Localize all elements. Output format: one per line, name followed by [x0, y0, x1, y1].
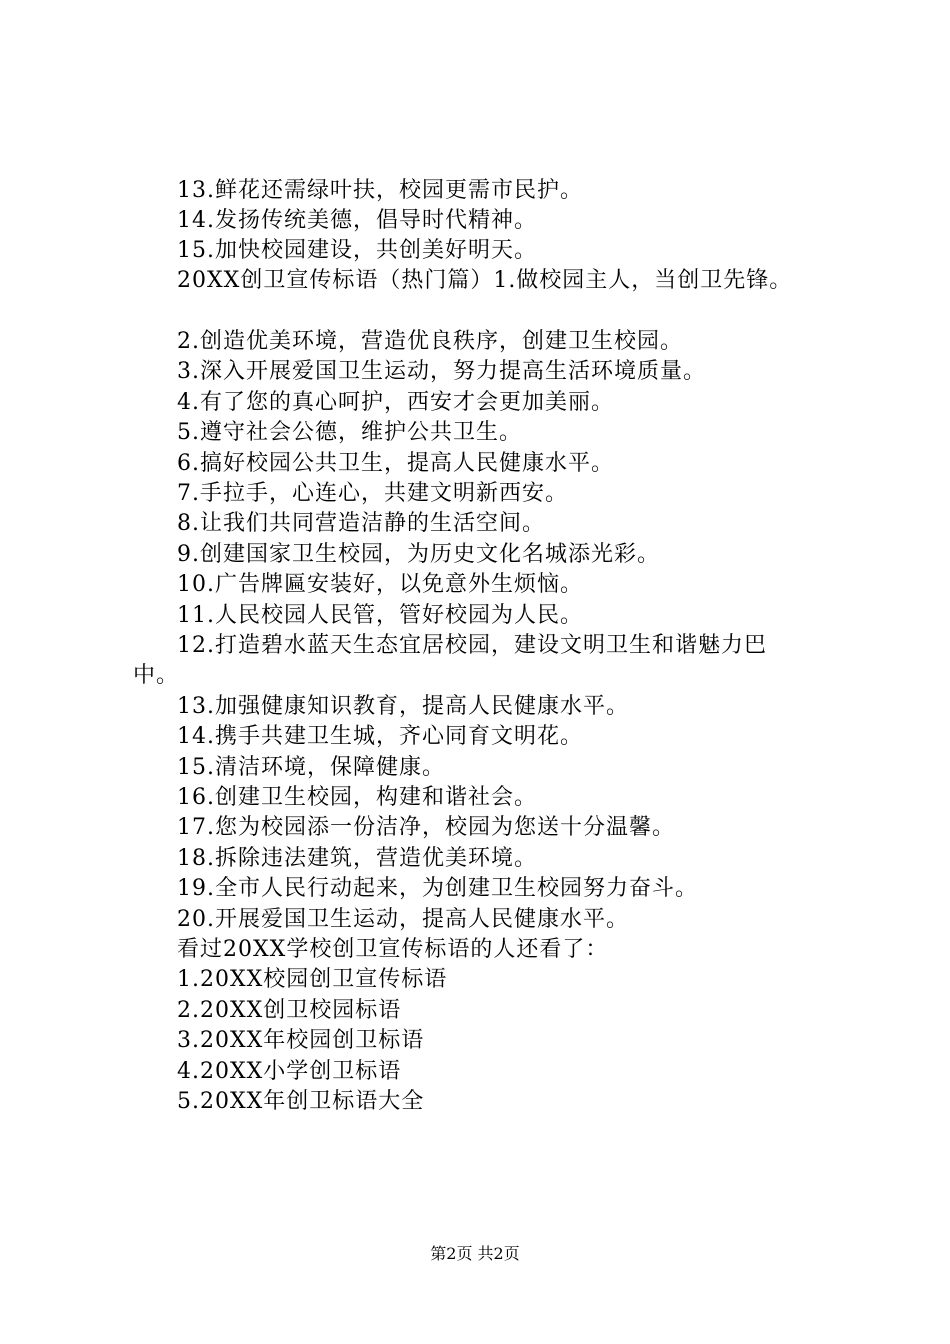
text-line: 4.20XX小学创卫标语	[177, 1059, 402, 1084]
text-line: 17.您为校园添一份洁净，校园为您送十分温馨。	[177, 815, 675, 840]
text-line: 中。	[133, 663, 180, 688]
text-line: 13.鲜花还需绿叶扶，校园更需市民护。	[177, 178, 583, 203]
text-line: 20XX创卫宣传标语（热门篇）1.做校园主人，当创卫先锋。	[177, 268, 793, 293]
text-line: 12.打造碧水蓝天生态宜居校园，建设文明卫生和谐魅力巴	[177, 633, 767, 658]
text-line: 7.手拉手，心连心，共建文明新西安。	[177, 481, 568, 506]
text-line: 20.开展爱国卫生运动，提高人民健康水平。	[177, 907, 629, 932]
text-line: 3.深入开展爱国卫生运动，努力提高生活环境质量。	[177, 359, 706, 384]
page-footer: 第2页 共2页	[430, 1244, 520, 1263]
text-line: 1.20XX校园创卫宣传标语	[177, 967, 448, 992]
text-line: 6.搞好校园公共卫生，提高人民健康水平。	[177, 451, 614, 476]
text-line: 2.创造优美环境，营造优良秩序，创建卫生校园。	[177, 329, 683, 354]
text-line: 15.加快校园建设，共创美好明天。	[177, 238, 537, 263]
text-line: 16.创建卫生校园，构建和谐社会。	[177, 785, 537, 810]
text-line: 11.人民校园人民管，管好校园为人民。	[177, 603, 583, 628]
text-line: 14.发扬传统美德，倡导时代精神。	[177, 208, 537, 233]
text-line: 5.遵守社会公德，维护公共卫生。	[177, 420, 522, 445]
text-line: 3.20XX年校园创卫标语	[177, 1028, 425, 1053]
text-line: 4.有了您的真心呵护，西安才会更加美丽。	[177, 390, 614, 415]
text-line: 13.加强健康知识教育，提高人民健康水平。	[177, 694, 629, 719]
text-line: 18.拆除违法建筑，营造优美环境。	[177, 846, 537, 871]
text-line: 19.全市人民行动起来，为创建卫生校园努力奋斗。	[177, 876, 698, 901]
text-line: 10.广告牌匾安装好，以免意外生烦恼。	[177, 572, 583, 597]
text-line: 看过20XX学校创卫宣传标语的人还看了：	[177, 937, 609, 962]
text-line: 5.20XX年创卫标语大全	[177, 1089, 425, 1114]
text-line: 9.创建国家卫生校园，为历史文化名城添光彩。	[177, 542, 660, 567]
text-line: 14.携手共建卫生城，齐心同育文明花。	[177, 724, 583, 749]
text-line: 8.让我们共同营造洁静的生活空间。	[177, 511, 545, 536]
text-line: 2.20XX创卫校园标语	[177, 998, 402, 1023]
text-line: 15.清洁环境，保障健康。	[177, 755, 445, 780]
